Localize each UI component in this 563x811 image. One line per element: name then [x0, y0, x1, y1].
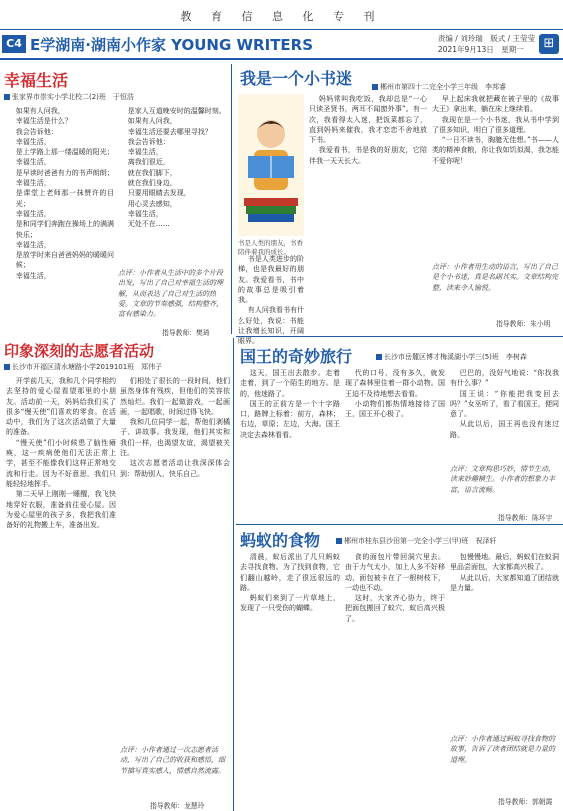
- section-rule: [236, 336, 563, 337]
- paragraph: 们相处了很长的一段时间，他们虽然身体有残疾，但他们的笑容依然灿烂。我们一起做游戏，一起画画，一起唱歌，时间过得飞快。: [120, 377, 230, 416]
- supplement-kicker: 教 育 信 息 化 专 刊: [180, 10, 383, 23]
- poem-line: 幸福生活还要去哪里寻找？: [127, 127, 212, 136]
- paragraph: 食的面包片带回洞穴里去。由于力气太小，加上人多不好移动，面包被卡在了一根树枝下，一动也不动。: [345, 553, 445, 592]
- article5-column-3: [450, 552, 559, 612]
- paragraph: 国王说：“你能把我变回去吗？”女巫听了，看了看国王，便同意了。: [450, 389, 559, 419]
- poem-line: 是放学时来自爸爸妈妈的暖暖问候；: [15, 251, 114, 270]
- article4-column-3: [450, 368, 559, 438]
- poem-line: 就在我们脚下，: [127, 168, 177, 177]
- article3-byline: [4, 362, 162, 372]
- paragraph: “慢天使”们小时候患了脑性瘫痪，这一疾病使他们无法正常上学，甚至不能像我们这样正常地交流和行走。因为不好意思，我们只能轻轻地挥手。: [6, 438, 116, 488]
- poem-line: 如果有人问我，: [127, 117, 177, 126]
- byline-square-icon: [4, 364, 10, 370]
- byline-square-icon: [376, 354, 382, 360]
- date-line: 2021年9月13日 星期一: [437, 45, 524, 54]
- article4-title: 国王的奇妙旅行: [240, 347, 353, 366]
- poem-line: 幸福生活，: [15, 137, 51, 146]
- article4-comment: 点评：文章构思巧妙，情节生动，读来妙趣横生。小作者的想象力丰富，语言流畅。: [450, 465, 555, 494]
- article1-byline: [4, 92, 134, 102]
- poem-line: 是早读时爸爸有力的书声朗朗；: [15, 168, 114, 177]
- article5-title: 蚂蚁的食物: [240, 531, 321, 550]
- poem-line: 是课堂上老师那一抹赞许的目光；: [15, 189, 114, 208]
- article1-column-1: [6, 106, 114, 324]
- column-divider: [231, 64, 232, 334]
- paragraph: 从此以后，国王再也没有迷过路。: [450, 420, 559, 439]
- poem-line: 我会告诉他：: [127, 137, 170, 146]
- poem-line: 幸福生活，: [127, 148, 163, 157]
- article5-teacher: 指导教师：郭朝霞: [498, 798, 553, 806]
- paragraph: 这次志愿者活动让我深深体会到：帮助别人，快乐自己。: [120, 459, 230, 478]
- poem-line: 我会告诉他：: [15, 127, 58, 136]
- article5-column-1: [240, 552, 340, 806]
- article4-column-1: [240, 368, 340, 520]
- article2-byline: [372, 82, 506, 92]
- poem-line: 无处不在……: [127, 220, 170, 229]
- app-logo-icon: ⊞: [539, 34, 559, 54]
- article3-teacher: 指导教师：龙慧玲: [150, 802, 205, 810]
- poem-line: 是家人互道晚安时的温馨时刻。: [127, 107, 226, 115]
- article3-title: 印象深刻的志愿者活动: [4, 342, 155, 360]
- poem-line: 是上学路上那一缕温暖的阳光；: [15, 148, 114, 157]
- poem-line: 是和同学们奔跑在操场上的满满快乐；: [15, 220, 114, 239]
- article2-column-3: [432, 94, 559, 244]
- poem-line: 幸福生活，: [15, 158, 51, 167]
- article2-column-2: [309, 94, 427, 330]
- article3-column-1: [6, 376, 116, 806]
- byline-square-icon: [372, 84, 378, 90]
- article1-byline-text: 张家界市崇实小学北校二(2)班 于恒浩: [12, 93, 134, 101]
- poem-line: 用心灵去感知，: [127, 199, 177, 208]
- article4-teacher: 指导教师：陈环宇: [498, 514, 553, 522]
- article3-comment: 点评：小作者通过一次志愿者活动，写出了自己的收获和感悟，细节描写真实感人，情感自然流露。: [120, 746, 225, 775]
- paragraph: 我现在是一个小书迷，我从书中学到了很多知识，明白了很多道理。: [432, 115, 559, 134]
- article4-byline: [376, 352, 527, 362]
- byline-square-icon: [4, 94, 10, 100]
- poem-line: 就在我们身边，: [127, 179, 177, 188]
- paragraph: 我爱看书，书是我的好朋友，它陪伴我一天天长大。: [309, 146, 427, 165]
- paragraph: 从此以后，大家都知道了团结就是力量。: [450, 573, 559, 592]
- poem-line: 只要用眼睛去发现，: [127, 189, 191, 198]
- poem-line: 幸福生活，: [15, 209, 51, 218]
- article5-comment: 点评：小作者通过蚂蚁寻找食物的故事，告诉了读者团结就是力量的道理。: [450, 735, 555, 764]
- child-reading-icon: [238, 94, 304, 236]
- article2-teacher: 指导教师：朱小明: [496, 320, 551, 328]
- paragraph: 这时，大家齐心协力，终于把面包搬回了蚁穴，蚁后高兴极了。: [345, 594, 445, 623]
- article2-byline-text: 郴州市第四十二完全小学三年级 李邦睿: [380, 83, 506, 91]
- paragraph: 包慢慢地。最后，蚂蚁们在蚁洞里品尝面包，大家都高兴极了。: [450, 553, 559, 572]
- poem-line: 幸福生活，: [127, 209, 163, 218]
- masthead: [0, 31, 563, 58]
- article1-title: 幸福生活: [4, 71, 69, 90]
- paragraph: 国王的正前方是一个十字路口，路牌上标着：前方，森林；右边，草原；左边，大海。国王决定去森林看看。: [240, 399, 340, 439]
- reading-illustration: [238, 94, 304, 236]
- article2-column-1: [238, 254, 304, 346]
- paragraph: 我和几位同学一起，帮他们剥橘子、讲故事。我发现，他们其实和我们一样，也渴望友谊，渴望被关注。: [120, 418, 230, 458]
- paragraph: “一日不读书，胸臆无佳想。”书——人类的精神食粮，你让我如饥似渴，我怎能不爱你呢！: [432, 136, 559, 165]
- article3-byline-text: 长沙市开福区清水塘路小学2019101班 郑伟子: [12, 363, 163, 371]
- poem-line: 如果有人问我，: [15, 107, 65, 115]
- article1-teacher: 指导教师：樊琦: [162, 329, 210, 337]
- poem-line: 离我们很近，: [127, 158, 170, 167]
- byline-square-icon: [336, 538, 342, 544]
- paragraph: 早上起床我就把藏在被子里的《故事大王》拿出来，躺在床上继续看。: [432, 95, 559, 114]
- article5-byline-text: 郴州市桂东县沙田第一完全小学三(甲)班 祝泽轩: [344, 537, 497, 545]
- paragraph: 第二天早上刚刚一睡醒，我飞快地穿好衣服，准备前往爱心屋。因为爱心屋里的孩子多，我把我们准备好的礼物搬上车，准备出发。: [6, 490, 116, 530]
- article5-column-2: [345, 552, 445, 806]
- illustration-caption: 书是人类的朋友，书香陪伴着我的成长。: [238, 239, 303, 256]
- paragraph: 开学前几天，我和几个同学相约去坚持的爱心屋看望那里的小朋友。活动前一天，妈妈给我们买了很多“慢天使”们喜欢的零食。在活动中，我们为了这次活动做了大量的准备。: [6, 377, 116, 437]
- poem-line: 幸福生活是什么？: [15, 117, 72, 126]
- paragraph: 代的口号，没有多久，就发现了森林里住着一群小动物。国王迫不及待地想去看看。: [345, 369, 445, 398]
- paragraph: 这天，国王出去散步。走着走着，到了一个陌生的地方。是的，他迷路了。: [240, 369, 340, 398]
- paragraph: 有人问我看书有什么好处，我说：书能让我增长知识，开阔眼界。: [238, 306, 304, 346]
- top-bar: [0, 0, 563, 30]
- masthead-rule: [0, 58, 563, 60]
- article2-title: 我是一个小书迷: [240, 69, 353, 88]
- edition-meta: [438, 33, 535, 55]
- section-tag: C4: [2, 35, 26, 53]
- paragraph: 小动物们都热情地接待了国王，国王开心极了。: [345, 399, 445, 419]
- article4-column-2: [345, 368, 445, 520]
- page-title: E学湖南·湖南小作家 YOUNG WRITERS: [30, 36, 314, 54]
- poem-line: 幸福生活，: [15, 271, 51, 280]
- editor-line: 责编 / 刘玲瑞 版式 / 王莹莹: [437, 34, 535, 43]
- poem-line: 幸福生活，: [15, 179, 51, 188]
- article3-column-2: [120, 376, 230, 742]
- paragraph: 蚂蚁们来到了一片草地上，发现了一只受伤的蝴蝶。: [240, 594, 340, 613]
- paragraph: 书是人类进步的阶梯，也是我最好的朋友。我爱看书，书中的故事总是吸引着我。: [238, 255, 304, 305]
- article4-byline-text: 长沙市岳麓区博才梅溪湖小学三(5)班 李树森: [384, 353, 527, 361]
- column-divider: [233, 338, 234, 811]
- article1-comment: 点评：小作者从生活中的多个片段出发，写出了自己对幸福生活的理解，从而表达了自己对生活的热爱。文章的节奏感强，结构整齐，富有感染力。: [118, 269, 223, 319]
- article5-byline: [336, 536, 496, 546]
- article2-comment: 点评：小作者用生动的语言，写出了自己是个小书迷，真是名副其实。文章结构完整，读来令人愉悦。: [432, 263, 558, 292]
- paragraph: 妈妈常叫我吃饭，我却总是“一心只读圣贤书，两耳不闻窗外事”。有一次，我看得太入迷，把饭菜都忘了，直到妈妈来催我，我才恋恋不舍地放下书。: [309, 95, 427, 145]
- article1-column-2: [118, 106, 228, 286]
- paragraph: 巴巴的，没好气地说：“你找我有什么事？”: [450, 369, 559, 388]
- section-rule: [236, 524, 563, 525]
- paragraph: 清晨，蚁后派出了几只蚂蚁去寻找食物。为了找到食物，它们翻山越岭，走了很远很远的路。: [240, 553, 340, 592]
- poem-line: 幸福生活，: [15, 240, 51, 249]
